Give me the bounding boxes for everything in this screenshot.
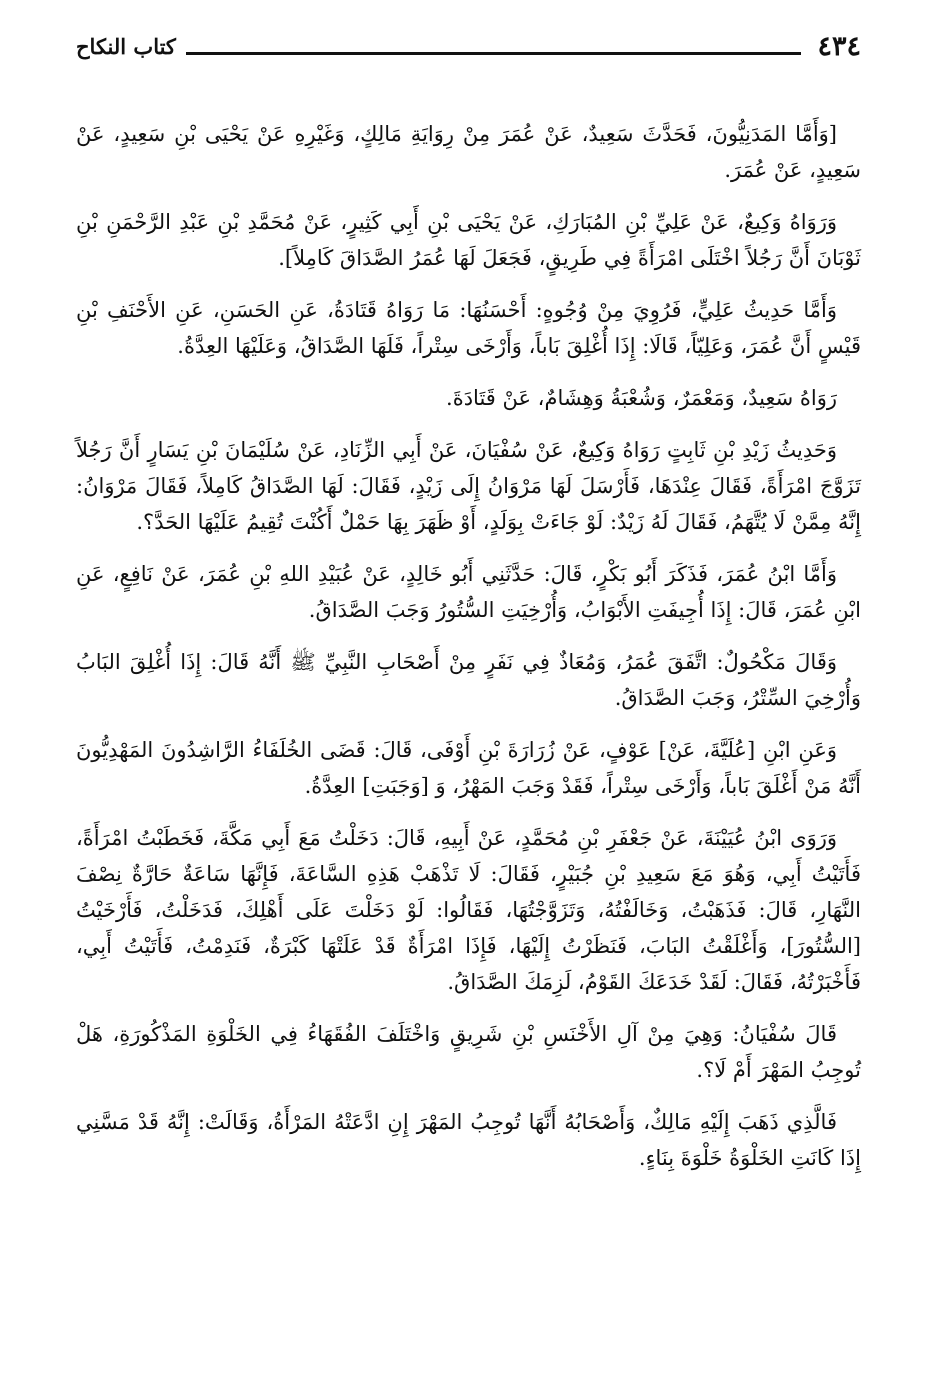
paragraph-7: وَقَالَ مَكْحُولٌ: اتَّفَقَ عُمَرُ، وَمُعَاذٌ فِي نَفَرٍ مِنْ أَصْحَابِ النَّبِيِّ ﷺ أَنَّهُ قَالَ: إِذَا أُغْلِقَ البَابُ وَأُرْخِيَ السِّتْرُ، وَجَبَ الصَّدَاقُ. [76,650,861,710]
body-text [76,116,861,1176]
paragraph-5: وَحَدِيثُ زَيْدِ بْنِ ثَابِتٍ رَوَاهُ وَكِيعٌ، عَنْ سُفْيَانَ، عَنْ أَبِي الزِّنَادِ، عَنْ سُلَيْمَانَ بْنِ يَسَارٍ أَنَّ رَجُلاً تَزَوَّجَ امْرَأَةً، فَقَالَ عِنْدَهَا، فَأَرْسَلَ لَهَا مَرْوَانُ إِلَى زَيْدٍ، فَقَالَ: لَهَا الصَّدَاقُ كَامِلاً، فَقَالَ مَرْوَانُ: إِنَّهُ مِمَّنْ لَا يُتَّهَمُ، فَقَالَ لَهُ زَيْدٌ: لَوْ جَاءَتْ بِوَلَدٍ، أَوْ ظَهَرَ بِهَا حَمْلٌ أَكُنْتَ تُقِيمُ عَلَيْهَا الحَدَّ؟. [76,438,861,534]
page-number: ٤٣٤ [817,31,861,62]
page-header [76,28,861,62]
paragraph-3: وَأَمَّا حَدِيثُ عَلِيٍّ، فَرُوِيَ مِنْ وُجُوهٍ: أَحْسَنُهَا: مَا رَوَاهُ قَتَادَةُ، عَنِ الحَسَنِ، عَنِ الأَحْنَفِ بْنِ قَيْسٍ أَنَّ عُمَرَ، وَعَلِيّاً، قَالَا: إِذَا أُغْلِقَ بَاباً، وَأَرْخَى سِتْراً، فَلَهَا الصَّدَاقُ، وَعَلَيْهَا العِدَّةُ. [76,298,861,358]
paragraph-11: فَالَّذِي ذَهَبَ إِلَيْهِ مَالِكٌ، وَأَصْحَابُهُ أَنَّهَا تُوجِبُ المَهْرَ إِنِ ادَّعَتْهُ المَرْأَةُ، وَقَالَتْ: إِنَّهُ قَدْ مَسَّنِي إِذَا كَانَتِ الخَلْوَةُ خَلْوَةَ بِنَاءٍ. [76,1110,861,1170]
paragraph-9: وَرَوَى ابْنُ عُيَيْنَةَ، عَنْ جَعْفَرِ بْنِ مُحَمَّدٍ، عَنْ أَبِيهِ، قَالَ: دَخَلْتُ مَعَ أَبِي مَكَّةَ، فَخَطَبْتُ امْرَأَةً، فَأَتَيْتُ أَبِي، وَهُوَ مَعَ سَعِيدِ بْنِ جُبَيْرٍ، فَقَالَ: لَا تَذْهَبْ هَذِهِ السَّاعَةَ، فَإِنَّهَا سَاعَةٌ حَارَّةٌ نِصْفَ النَّهَارِ، قَالَ: فَذَهَبْتُ، وَخَالَفْتُهُ، وَتَزَوَّجْتُهَا، فَقَالُوا: لَوْ دَخَلْتَ عَلَى أَهْلِكَ، فَدَخَلْتُ، فَأَرْخَيْتُ [السُّتُورَ]، وَأَغْلَقْتُ البَابَ، فَنَظَرْتُ إِلَيْهَا، فَإِذَا امْرَأَةٌ قَدْ عَلَتْهَا كَبْرَةٌ، فَنَدِمْتُ، فَأَتَيْتُ أَبِي، فَأَخْبَرْتُهُ، فَقَالَ: لَقَدْ خَدَعَكَ القَوْمُ، لَزِمَكَ الصَّدَاقُ. [76,826,861,994]
paragraph-4: رَوَاهُ سَعِيدٌ، وَمَعْمَرٌ، وَشُعْبَةُ وَهِشَامٌ، عَنْ قَتَادَةَ. [446,386,837,410]
paragraph-6: وَأَمَّا ابْنُ عُمَرَ، فَذَكَرَ أَبُو بَكْرٍ، قَالَ: حَدَّثَنِي أَبُو خَالِدٍ، عَنْ عُبَيْدِ اللهِ بْنِ عُمَرَ، عَنْ نَافِعٍ، عَنِ ابْنِ عُمَرَ، قَالَ: إِذَا أُجِيفَتِ الأَبْوَابُ، وَأُرْخِيَتِ السُّتُورُ وَجَبَ الصَّدَاقُ. [76,562,861,622]
header-rule [186,52,802,55]
paragraph-1: [وَأَمَّا المَدَنِيُّونَ، فَحَدَّثَ سَعِيدٌ، عَنْ عُمَرَ مِنْ رِوَايَةِ مَالِكٍ، وَغَيْرِهِ عَنْ يَحْيَى بْنِ سَعِيدٍ، عَنْ سَعِيدٍ، عَنْ عُمَرَ. [76,122,861,182]
paragraph-2: وَرَوَاهُ وَكِيعٌ، عَنْ عَلِيِّ بْنِ المُبَارَكِ، عَنْ يَحْيَى بْنِ أَبِي كَثِيرٍ، عَنْ مُحَمَّدِ بْنِ عَبْدِ الرَّحْمَنِ بْنِ ثَوْبَانَ أَنَّ رَجُلاً اخْتَلَى امْرَأَةً فِي طَرِيقٍ، فَجَعَلَ لَهَا عُمَرُ الصَّدَاقَ كَامِلاً]. [76,210,861,270]
book-title: كتاب النكاح [76,34,176,59]
paragraph-10: قَالَ سُفْيَانُ: وَهِيَ مِنْ آلِ الأَخْنَسِ بْنِ شَرِيقٍ وَاخْتَلَفَ الفُقَهَاءُ فِي الخَلْوَةِ المَذْكُورَةِ، هَلْ تُوجِبُ المَهْرَ أَمْ لَا؟. [76,1022,861,1082]
paragraph-8: وَعَنِ ابْنِ [عُلَيَّةَ، عَنْ] عَوْفٍ، عَنْ زُرَارَةَ بْنِ أَوْفَى، قَالَ: قَضَى الخُلَفَاءُ الرَّاشِدُونَ المَهْدِيُّونَ أَنَّهُ مَنْ أَغْلَقَ بَاباً، وَأَرْخَى سِتْراً، فَقَدْ وَجَبَ المَهْرُ، وَ [وَجَبَتِ] العِدَّةُ. [76,738,861,798]
